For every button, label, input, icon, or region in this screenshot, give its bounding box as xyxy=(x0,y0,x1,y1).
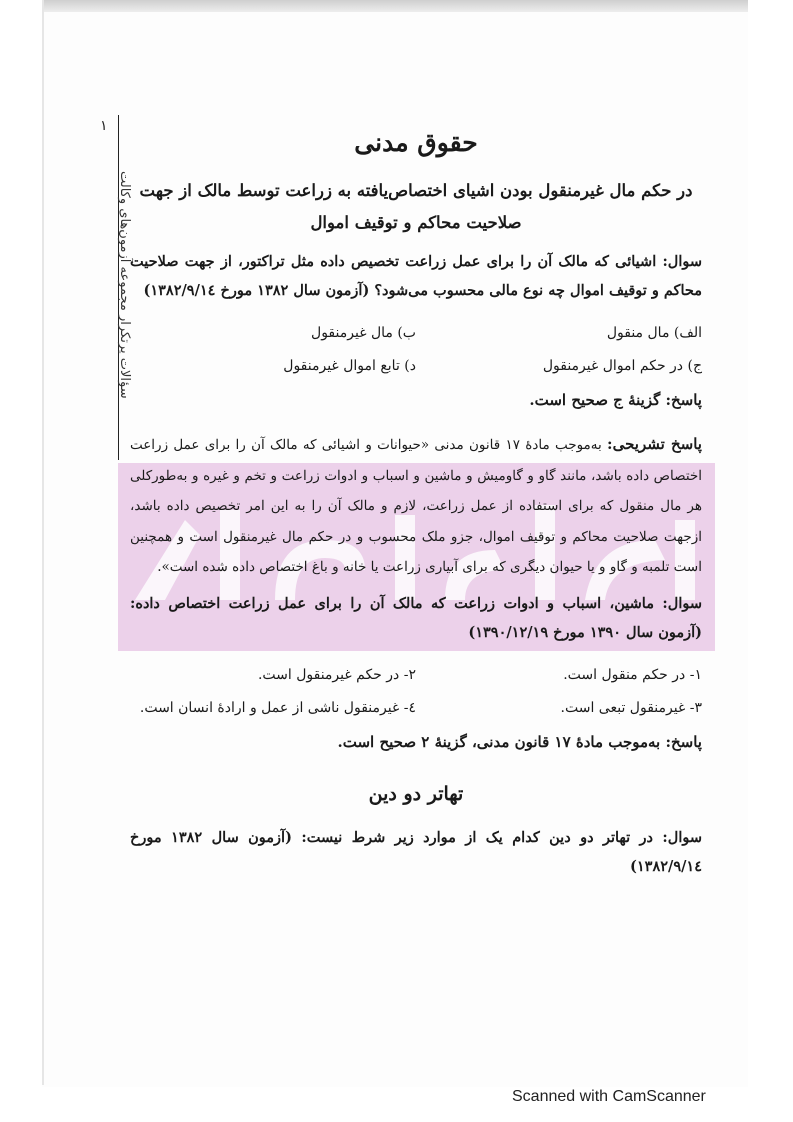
scanner-footer: Scanned with CamScanner xyxy=(512,1088,706,1105)
option-a: الف) مال منقول xyxy=(606,325,702,341)
question-2: سوال: ماشین، اسباب و ادوات زراعت که مالک آن را برای عمل زراعت اختصاص داده: (آزمون سال ۱۳۹۰ مورخ ۱۳۹۰/۱۲/۱۹) xyxy=(130,594,702,641)
scan-edge xyxy=(42,0,44,1085)
answer-2: پاسخ: به‌موجب مادهٔ ۱۷ قانون مدنی، گزینهٔ ۲ صحیح است. xyxy=(337,732,702,751)
option-3: ۳- غیرمنقول تبعی است. xyxy=(560,699,702,716)
page-content xyxy=(130,128,702,893)
explanation-label: پاسخ تشریحی: xyxy=(607,435,702,453)
option-2: ۲- در حکم غیرمنقول است. xyxy=(257,666,416,683)
option-b: ب) مال غیرمنقول xyxy=(311,325,416,341)
explanation-1 xyxy=(130,429,702,583)
section-subtitle: تهاتر دو دین xyxy=(368,782,464,805)
question-1: سوال: اشیائی که مالک آن را برای عمل زراعت تخصیص داده مثل تراکتور، از جهت صلاحیت محاکم و توقیف اموال چه نوع مالی محسوب می‌شود؟ (آزمون سال ۱۳۸۲ مورخ ۱۳۸۲/۹/۱٤) xyxy=(130,253,702,299)
running-header-side: سؤالات پرتکرار مجموعه آزمون‌های وکالت xyxy=(117,171,132,399)
option-c: ج) در حکم اموال غیرمنقول xyxy=(542,358,702,374)
explanation-text: به‌موجب مادهٔ ۱۷ قانون مدنی «حیوانات و اشیائی که مالک آن را برای عمل زراعت اختصاص داده باشد، مانند گاو و گاومیش و ماشین و اسباب و ادوات زراعت و تخم و غیره و به‌طورکلی هر مال منقول که برای استفاده از عمل زراعت، لازم و مالک آن را به این امر تخصیص داده باشد، ازجهت صلاحیت محاکم و توقیف اموال، جزو ملک محسوب و در حکم مال غیرمنقول است و همچنین است تلمبه و گاو و یا حیوان دیگری که برای آبیاری زراعت یا خانه و باغ اختصاص داده شده است». xyxy=(130,437,702,575)
page-number: ١ xyxy=(100,118,108,134)
question-3: سوال: در تهاتر دو دین کدام یک از موارد زیر شرط نیست: (آزمون سال ۱۳۸۲ مورخ ۱۳۸۲/۹/۱٤) xyxy=(130,828,702,875)
question-1-options xyxy=(130,317,702,383)
option-4: ٤- غیرمنقول ناشی از عمل و ارادهٔ انسان است. xyxy=(139,699,416,716)
answer-1: پاسخ: گزینهٔ ج صحیح است. xyxy=(529,391,702,409)
option-d: د) تابع اموال غیرمنقول xyxy=(283,358,416,374)
page-title: حقوق مدنی xyxy=(354,128,478,157)
question-2-options xyxy=(130,659,702,725)
section-heading: در حکم مال غیرمنقول بودن اشیای اختصاص‌یافته به زراعت توسط مالک از جهت صلاحیت محاکم و توقیف اموال xyxy=(139,181,693,232)
option-1: ۱- در حکم منقول است. xyxy=(563,666,702,683)
